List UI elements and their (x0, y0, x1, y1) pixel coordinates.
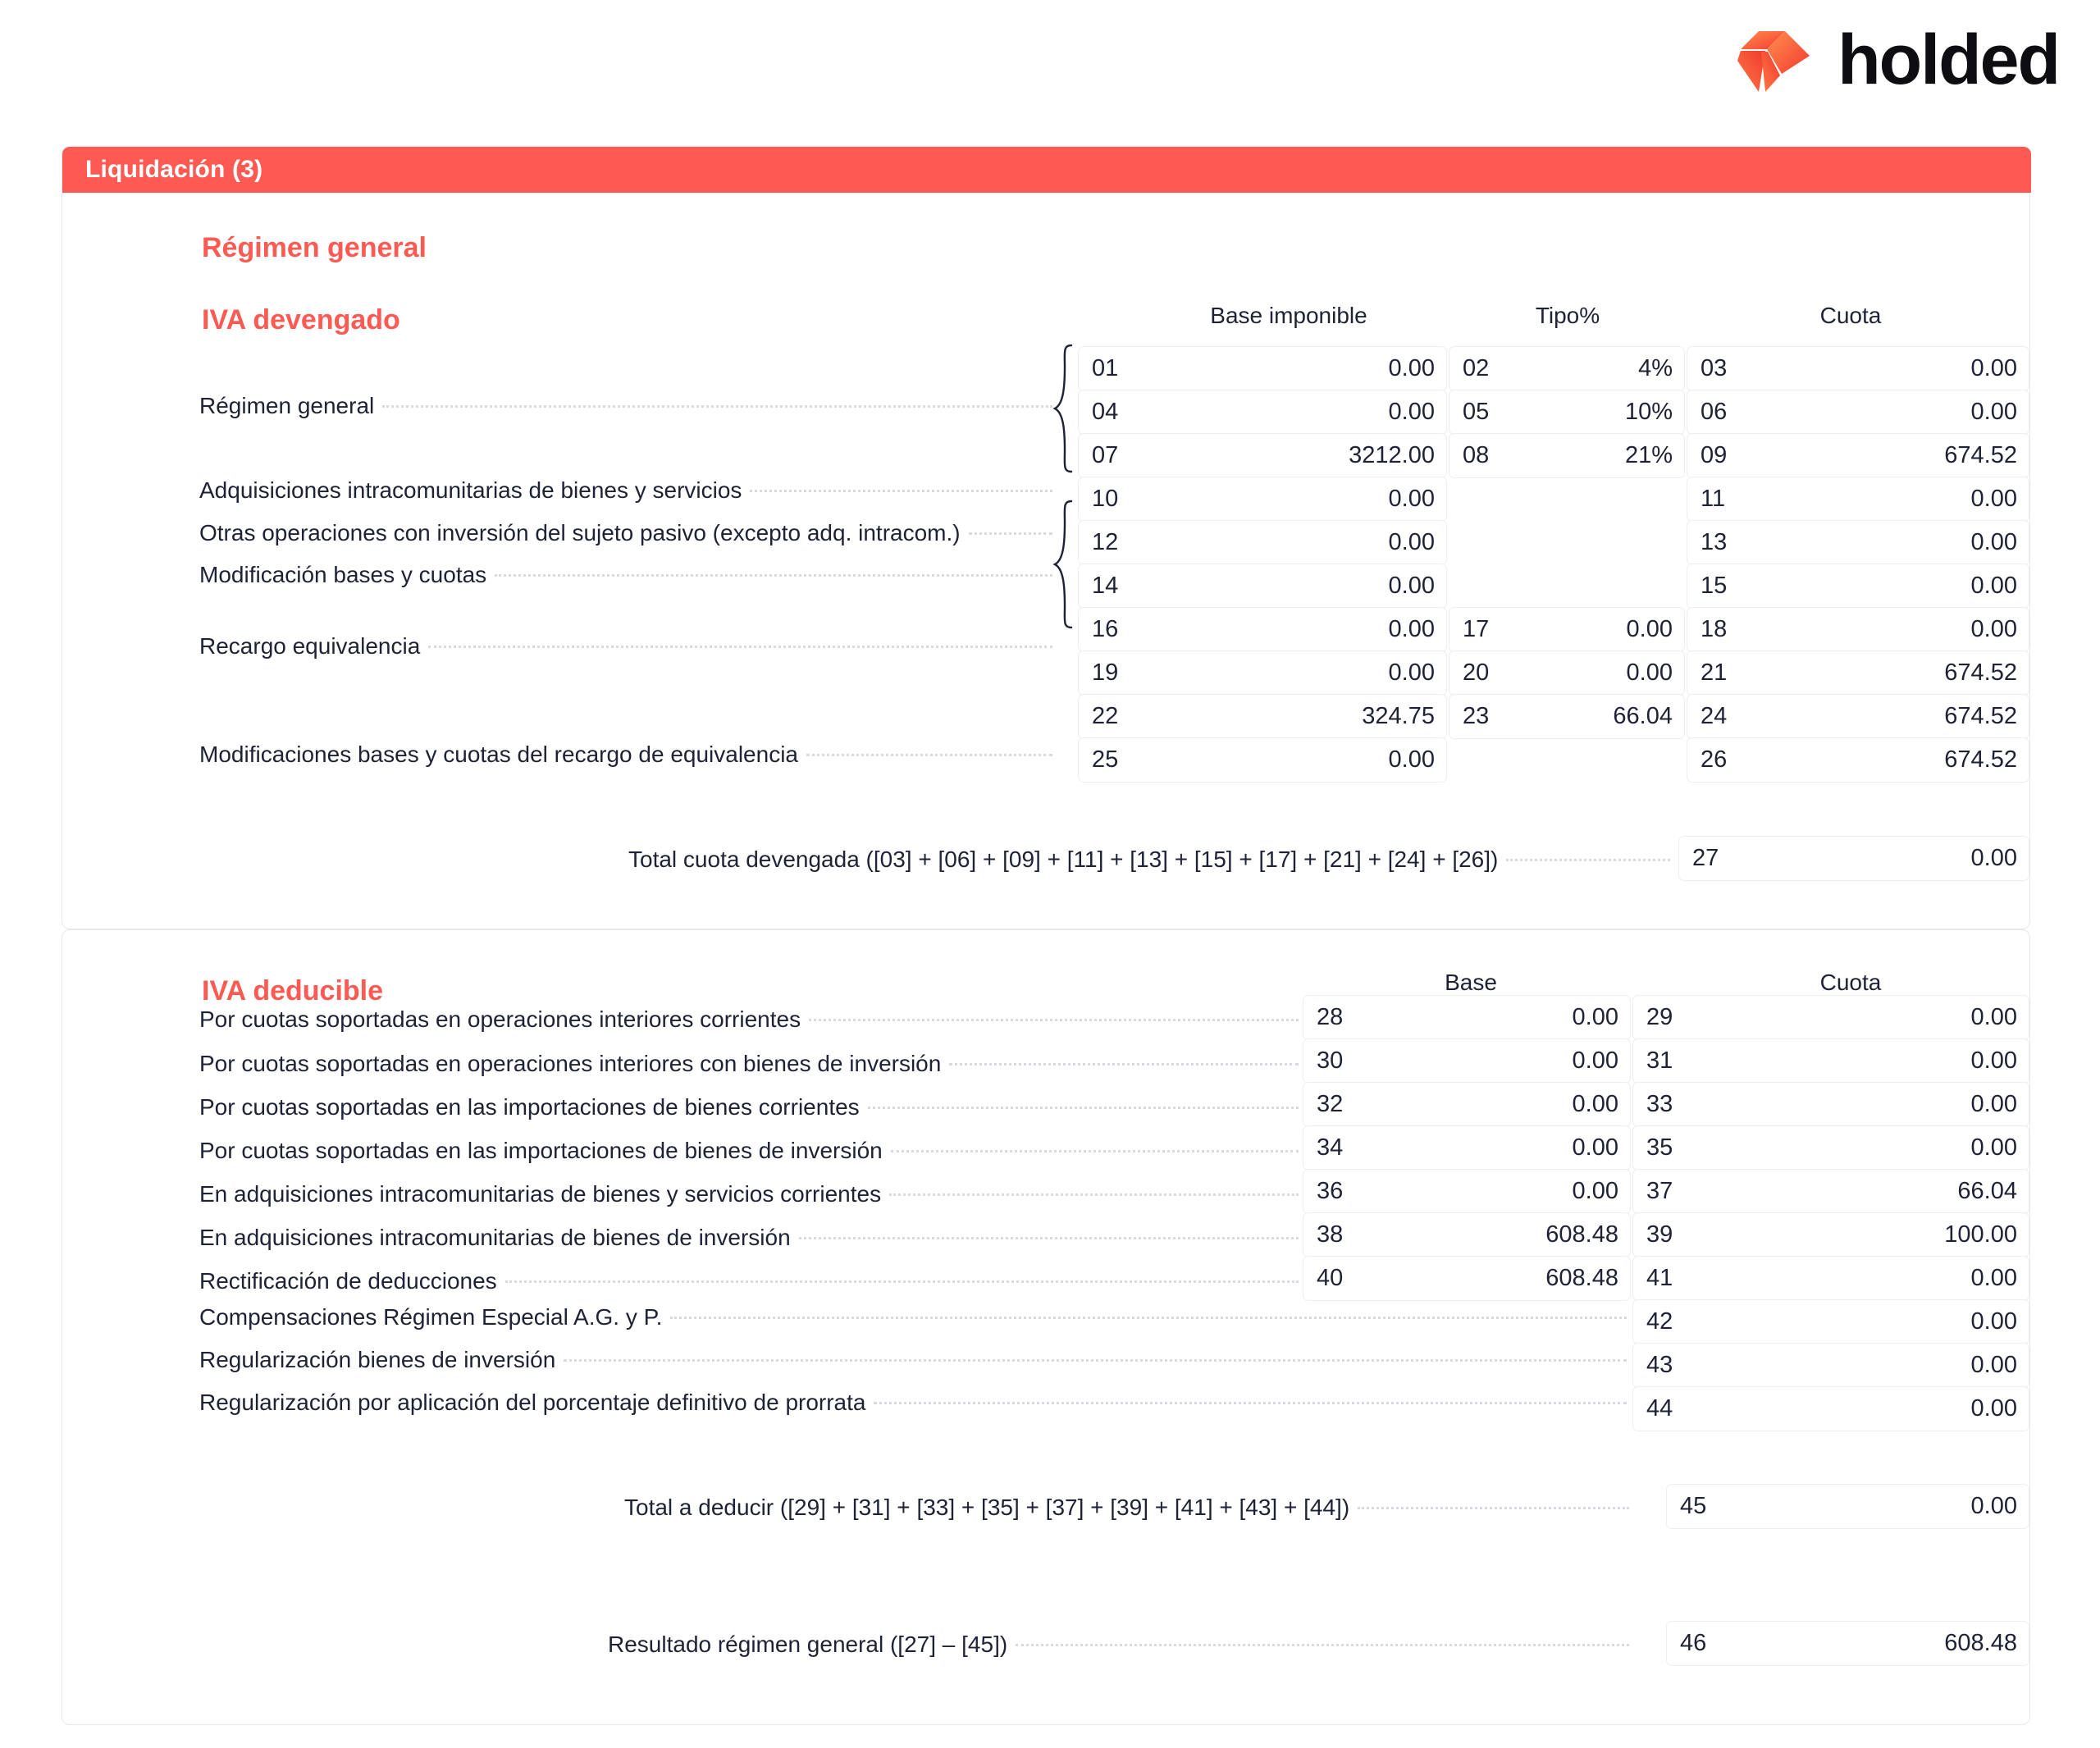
row-label-adquisiciones-intracomunitarias: Adquisiciones intracomunitarias de bienes y servicios (199, 477, 1052, 504)
field-cuota-09[interactable]: 09 674.52 (1687, 433, 2029, 478)
total-a-deducir-label: Total a deducir ([29] + [31] + [33] + [35] + [37] + [39] + [41] + [43] + [44]) (624, 1495, 1629, 1521)
brand-logo (1734, 21, 2059, 99)
field-cuota-42[interactable]: 42 0.00 (1632, 1299, 2029, 1344)
field-total-a-deducir-45[interactable]: 45 0.00 (1666, 1484, 2029, 1529)
row-label-recargo-equivalencia: Recargo equivalencia (199, 633, 1052, 659)
card-iva-deducible (62, 929, 2030, 1725)
field-cuota-13[interactable]: 13 0.00 (1687, 520, 2029, 565)
field-base-25[interactable]: 25 0.00 (1078, 737, 1447, 783)
field-base-22[interactable]: 22 324.75 (1078, 694, 1447, 739)
field-base-28[interactable]: 28 0.00 (1303, 995, 1631, 1040)
field-resultado-regimen-general-46[interactable]: 46 608.48 (1666, 1621, 2029, 1666)
field-base-38[interactable]: 38 608.48 (1303, 1212, 1631, 1257)
row-label-importaciones-inversion: Por cuotas soportadas en las importaciones de bienes de inversión (199, 1138, 1299, 1164)
field-cuota-24[interactable]: 24 674.52 (1687, 694, 2029, 739)
total-cuota-devengada-label: Total cuota devengada ([03] + [06] + [09] + [11] + [13] + [15] + [17] + [21] + [24] + [26]) (628, 847, 1670, 873)
field-cuota-35[interactable]: 35 0.00 (1632, 1125, 2029, 1171)
field-tipo-23[interactable]: 23 66.04 (1449, 694, 1685, 739)
row-label-cuotas-interiores-inversion: Por cuotas soportadas en operaciones interiores con bienes de inversión (199, 1051, 1299, 1077)
row-label-regularizacion-prorrata: Regularización por aplicación del porcentaje definitivo de prorrata (199, 1390, 1627, 1416)
field-base-40[interactable]: 40 608.48 (1303, 1256, 1631, 1301)
field-cuota-37[interactable]: 37 66.04 (1632, 1169, 2029, 1214)
row-label-compensaciones-regimen-especial: Compensaciones Régimen Especial A.G. y P. (199, 1304, 1627, 1330)
field-cuota-06[interactable]: 06 0.00 (1687, 390, 2029, 435)
resultado-regimen-general-label: Resultado régimen general ([27] – [45]) (608, 1632, 1629, 1658)
field-cuota-29[interactable]: 29 0.00 (1632, 995, 2029, 1040)
field-tipo-05[interactable]: 05 10% (1449, 390, 1685, 435)
brace-regimen-general-icon (1050, 344, 1075, 473)
banner-title: Liquidación (3) (85, 156, 263, 183)
field-cuota-39[interactable]: 39 100.00 (1632, 1212, 2029, 1257)
field-cuota-03[interactable]: 03 0.00 (1687, 346, 2029, 391)
row-label-rectificacion-deducciones: Rectificación de deducciones (199, 1268, 1299, 1294)
field-base-04[interactable]: 04 0.00 (1078, 390, 1447, 435)
section-title-iva-devengado: IVA devengado (202, 304, 400, 335)
row-label-modificaciones-recargo: Modificaciones bases y cuotas del recargo de equivalencia (199, 742, 1052, 768)
card-iva-devengado (62, 146, 2030, 929)
field-base-19[interactable]: 19 0.00 (1078, 650, 1447, 696)
field-base-16[interactable]: 16 0.00 (1078, 607, 1447, 652)
field-cuota-33[interactable]: 33 0.00 (1632, 1082, 2029, 1127)
field-tipo-08[interactable]: 08 21% (1449, 433, 1685, 478)
field-base-01[interactable]: 01 0.00 (1078, 346, 1447, 391)
row-label-cuotas-interiores-corrientes: Por cuotas soportadas en operaciones interiores corrientes (199, 1006, 1299, 1033)
field-cuota-11[interactable]: 11 0.00 (1687, 477, 2029, 522)
field-base-30[interactable]: 30 0.00 (1303, 1038, 1631, 1084)
field-base-34[interactable]: 34 0.00 (1303, 1125, 1631, 1171)
colheader-base-imponible: Base imponible (1210, 303, 1367, 328)
brace-recargo-equivalencia-icon (1050, 500, 1075, 629)
field-base-07[interactable]: 07 3212.00 (1078, 433, 1447, 478)
liquidacion-banner (62, 147, 2031, 193)
field-cuota-43[interactable]: 43 0.00 (1632, 1343, 2029, 1388)
row-label-modificacion-bases-cuotas: Modificación bases y cuotas (199, 562, 1052, 588)
colheader-base: Base (1445, 970, 1497, 995)
field-tipo-17[interactable]: 17 0.00 (1449, 607, 1685, 652)
row-label-adquisiciones-corrientes: En adquisiciones intracomunitarias de bienes y servicios corrientes (199, 1181, 1299, 1207)
row-label-adquisiciones-inversion: En adquisiciones intracomunitarias de bienes de inversión (199, 1225, 1299, 1251)
field-base-10[interactable]: 10 0.00 (1078, 477, 1447, 522)
row-label-regimen-general: Régimen general (199, 393, 1052, 419)
field-tipo-02[interactable]: 02 4% (1449, 346, 1685, 391)
field-cuota-26[interactable]: 26 674.52 (1687, 737, 2029, 783)
colheader-cuota-deducible: Cuota (1819, 970, 1882, 995)
holded-diamond-logo-icon (1734, 25, 1816, 95)
field-base-14[interactable]: 14 0.00 (1078, 564, 1447, 609)
field-total-cuota-devengada-27[interactable]: 27 0.00 (1678, 836, 2029, 881)
colheader-tipo: Tipo% (1535, 303, 1600, 328)
row-label-otras-operaciones: Otras operaciones con inversión del sujeto pasivo (excepto adq. intracom.) (199, 520, 1052, 546)
field-base-36[interactable]: 36 0.00 (1303, 1169, 1631, 1214)
field-cuota-41[interactable]: 41 0.00 (1632, 1256, 2029, 1301)
field-base-32[interactable]: 32 0.00 (1303, 1082, 1631, 1127)
colheader-cuota: Cuota (1819, 303, 1882, 328)
field-cuota-15[interactable]: 15 0.00 (1687, 564, 2029, 609)
field-base-12[interactable]: 12 0.00 (1078, 520, 1447, 565)
section-title-regimen-general: Régimen general (202, 232, 427, 263)
field-cuota-21[interactable]: 21 674.52 (1687, 650, 2029, 696)
row-label-importaciones-corrientes: Por cuotas soportadas en las importaciones de bienes corrientes (199, 1094, 1299, 1120)
field-cuota-31[interactable]: 31 0.00 (1632, 1038, 2029, 1084)
section-title-iva-deducible: IVA deducible (202, 975, 384, 1006)
row-label-regularizacion-bienes-inversion: Regularización bienes de inversión (199, 1347, 1627, 1373)
field-cuota-44[interactable]: 44 0.00 (1632, 1386, 2029, 1431)
field-tipo-20[interactable]: 20 0.00 (1449, 650, 1685, 696)
brand-name: holded (1838, 21, 2059, 99)
field-cuota-18[interactable]: 18 0.00 (1687, 607, 2029, 652)
